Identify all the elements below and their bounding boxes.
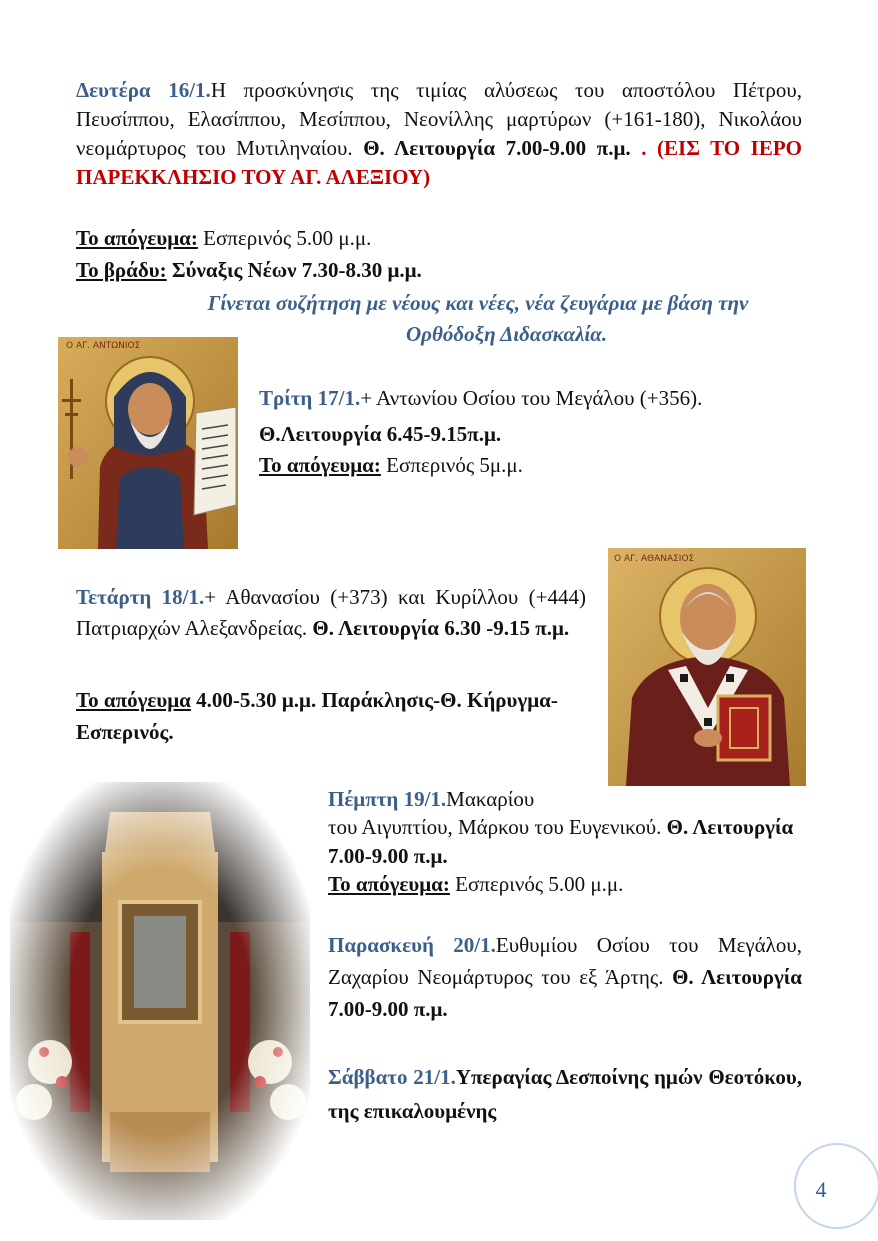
tuesday-afternoon-label: Το απόγευμα:: [259, 453, 381, 477]
saturday-day: Σάββατο 21/1.: [328, 1065, 456, 1089]
thursday-text1: Μακαρίου: [446, 787, 535, 811]
monday-afternoon-label: Το απόγευμα:: [76, 226, 198, 250]
thursday-text2: του Αιγυπτίου, Μάρκου του Ευγενικού.: [328, 815, 662, 839]
wednesday-afternoon-text: 4.00-5.30 μ.μ. Παράκλησις-Θ. Κήρυγμα-Εσπερινός.: [76, 688, 558, 744]
athanasios-caption: Ο ΑΓ. ΑΘΑΝΑΣΙΟΣ: [614, 554, 695, 564]
wednesday-text: + Αθανασίου (+373) και Κυρίλλου (+444) Πατριαρχών Αλεξανδρείας.: [76, 585, 586, 640]
thursday-afternoon-label: Το απόγευμα:: [328, 872, 450, 896]
monday-note-line1: Γίνεται συζήτηση με νέους και νέες, νέα ζευγάρια με βάση την: [207, 291, 749, 315]
thursday-day: Πέμπτη 19/1.: [328, 787, 447, 811]
monday-afternoon: [76, 224, 371, 253]
page-number: 4: [815, 1177, 827, 1202]
friday-text: Ευθυμίου Οσίου του Μεγάλου, Ζαχαρίου Νεομάρτυρος του εξ Άρτης.: [328, 933, 802, 989]
monday-afternoon-text: Εσπερινός 5.00 μ.μ.: [203, 226, 372, 250]
friday-day: Παρασκευή 20/1.: [328, 933, 496, 957]
tuesday-afternoon-text: Εσπερινός 5μ.μ.: [386, 453, 523, 477]
monday-entry: [76, 76, 802, 192]
wednesday-afternoon-label: Το απόγευμα: [76, 688, 191, 712]
tuesday-liturgy: Θ.Λειτουργία 6.45-9.15π.μ.: [259, 422, 502, 446]
thursday-afternoon: [328, 870, 623, 899]
monday-text: Η προσκύνησις της τιμίας αλύσεως του αποστόλου Πέτρου, Πευσίππου, Ελασίππου, Μεσίππου, Νεονίλλης μαρτύρων (+161-180), Νικολάου νεομάρτυρος του Μυτιληναίου.: [76, 78, 802, 160]
tuesday-afternoon: [259, 451, 523, 480]
tuesday-day: Τρίτη 17/1.: [259, 386, 361, 410]
page-number-badge: [794, 1143, 878, 1229]
antonios-caption: Ο ΑΓ. ΑΝΤΩΝΙΟΣ: [66, 341, 141, 351]
tuesday-text: + Αντωνίου Οσίου του Μεγάλου (+356).: [360, 386, 703, 410]
monday-location: . (ΕΙΣ ΤΟ ΙΕΡΟ ΠΑΡΕΚΚΛΗΣΙΟ ΤΟΥ ΑΓ. ΑΛΕΞΙΟΥ): [76, 136, 803, 189]
monday-evening: [76, 256, 422, 285]
saturday-entry: [328, 1060, 802, 1128]
wednesday-entry: [76, 582, 586, 643]
monday-note-line2: Ορθόδοξη Διδασκαλία.: [406, 322, 608, 346]
wednesday-afternoon: [76, 684, 576, 748]
friday-liturgy: Θ. Λειτουργία 7.00-9.00 π.μ.: [328, 965, 802, 1021]
monday-day: Δευτέρα 16/1.: [76, 78, 211, 102]
monday-evening-text: Σύναξις Νέων 7.30-8.30 μ.μ.: [171, 258, 422, 282]
monday-evening-label: Το βράδυ:: [76, 258, 167, 282]
wednesday-day: Τετάρτη 18/1.: [76, 585, 205, 609]
monday-liturgy: Θ. Λειτουργία 7.00-9.00 π.μ.: [363, 136, 631, 160]
thursday-afternoon-text: Εσπερινός 5.00 μ.μ.: [455, 872, 624, 896]
thursday-entry: [328, 785, 534, 814]
friday-entry: [328, 929, 802, 1025]
wednesday-liturgy: Θ. Λειτουργία 6.30 -9.15 π.μ.: [312, 615, 570, 640]
saint-antonios-icon: [58, 337, 238, 549]
thursday-entry-cont: [328, 813, 804, 871]
tuesday-entry: [259, 384, 802, 413]
thursday-liturgy: Θ. Λειτουργία 7.00-9.00 π.μ.: [328, 815, 794, 868]
church-shrine-photo: [10, 782, 310, 1220]
saint-athanasios-icon: [608, 548, 806, 786]
saturday-text: Υπεραγίας Δεσποίνης ημών Θεοτόκου, της επικαλουμένης: [328, 1065, 803, 1123]
